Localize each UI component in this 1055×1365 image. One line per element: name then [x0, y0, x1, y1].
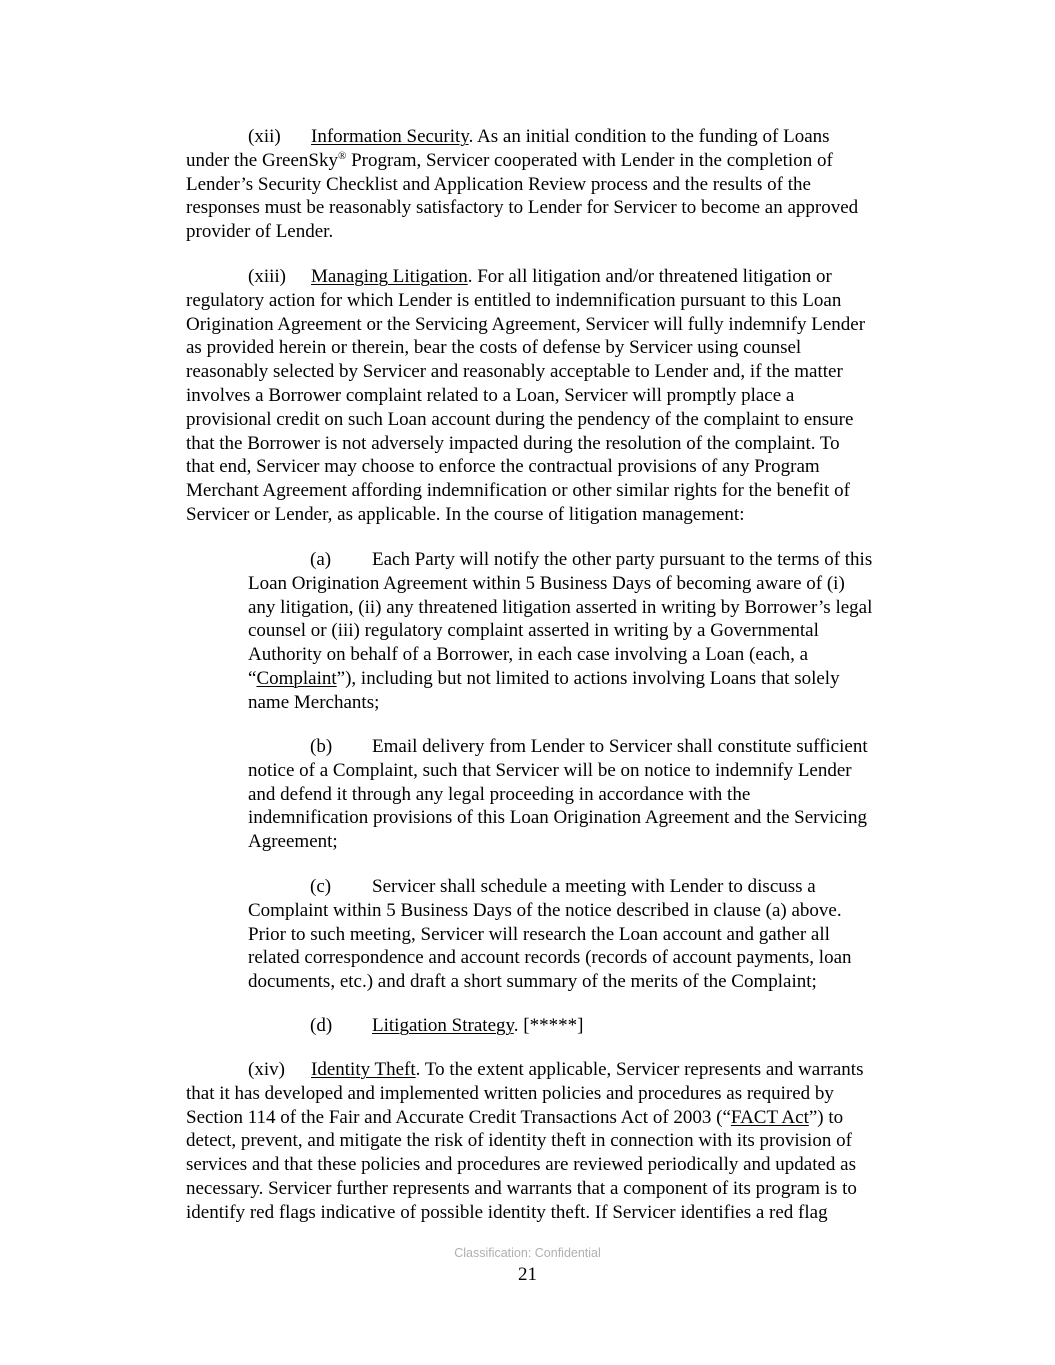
text-line: Program, Servicer cooperated with Lender in the completion of	[346, 149, 833, 171]
text-line: Servicer shall schedule a meeting with Lender to discuss a	[372, 876, 816, 897]
section-xii-information-security	[186, 125, 858, 244]
clause-b	[248, 735, 868, 854]
text-line: and defend it through any legal proceeding in accordance with the	[248, 783, 751, 805]
text-line: documents, etc.) and draft a short summary of the merits of the Complaint;	[248, 971, 817, 993]
clause-d	[248, 1014, 583, 1038]
clause-a	[248, 548, 872, 715]
text-line: provisional credit on such Loan account during the pendency of the complaint to ensure	[186, 408, 854, 430]
text-line: ”), including but not limited to actions involving Loans that solely	[336, 667, 840, 689]
section-number: (xiv)	[248, 1059, 285, 1080]
clause-number: (b)	[310, 736, 333, 757]
text-line: Email delivery from Lender to Servicer shall constitute sufficient	[372, 736, 868, 757]
text-line: provider of Lender.	[186, 221, 334, 243]
text-line: as provided herein or therein, bear the costs of defense by Servicer using counsel	[186, 337, 802, 359]
text-line: regulatory action for which Lender is entitled to indemnification pursuant to this Loan	[186, 289, 842, 311]
text-line: reasonably selected by Servicer and reasonably acceptable to Lender and, if the matter	[186, 361, 843, 383]
clause-number: (a)	[310, 549, 332, 570]
text-line: Loan Origination Agreement within 5 Business Days of becoming aware of (i)	[248, 572, 845, 594]
text-line: under the GreenSky	[186, 149, 338, 171]
text-line: necessary. Servicer further represents and warrants that a component of its program is to	[186, 1177, 857, 1199]
registered-mark: ®	[337, 149, 347, 162]
section-number: (xiii)	[248, 266, 286, 287]
text-line: . For all litigation and/or threatened litigation or	[467, 266, 832, 287]
defined-term: Complaint	[256, 667, 337, 689]
text-line: Lender’s Security Checklist and Application Review process and the results of the	[186, 173, 811, 195]
text-line: involves a Borrower complaint related to a Loan, Servicer will promptly place a	[186, 384, 795, 406]
text-line: that end, Servicer may choose to enforce the contractual provisions of any Program	[186, 456, 820, 478]
clause-c	[248, 875, 852, 994]
text-line: any litigation, (ii) any threatened litigation asserted in writing by Borrower’s legal	[248, 596, 873, 618]
clause-heading: Litigation Strategy	[372, 1015, 514, 1036]
text-line: Section 114 of the Fair and Accurate Credit Transactions Act of 2003 (“	[186, 1106, 731, 1128]
text-line: name Merchants;	[248, 691, 380, 713]
text-line: counsel or (iii) regulatory complaint asserted in writing by a Governmental	[248, 620, 819, 642]
section-xiii-managing-litigation	[186, 265, 865, 527]
text-line: services and that these policies and procedures are reviewed periodically and updated as	[186, 1154, 857, 1176]
text-line: Merchant Agreement affording indemnification or other similar rights for the benefit of	[186, 480, 850, 502]
text-line: Each Party will notify the other party pursuant to the terms of this	[372, 549, 873, 570]
text-line: identify red flags indicative of possible identity theft. If Servicer identifies a red flag	[186, 1201, 828, 1223]
clause-number: (c)	[310, 876, 332, 897]
text-line: Origination Agreement or the Servicing Agreement, Servicer will fully indemnify Lender	[186, 313, 866, 335]
text-line: related correspondence and account records (records of account payments, loan	[248, 947, 852, 969]
text-line: Complaint within 5 Business Days of the notice described in clause (a) above.	[248, 899, 842, 921]
text-line: Servicer or Lender, as applicable. In the course of litigation management:	[186, 503, 745, 525]
text-line: Agreement;	[248, 831, 338, 853]
text-line: “	[248, 667, 257, 689]
page-number: 21	[518, 1264, 537, 1285]
classification-label: Classification: Confidential	[454, 1246, 601, 1260]
text-line: Authority on behalf of a Borrower, in each case involving a Loan (each, a	[248, 644, 809, 666]
text-line: that it has developed and implemented written policies and procedures as required by	[186, 1082, 834, 1104]
clause-number: (d)	[310, 1015, 333, 1036]
text-line: Prior to such meeting, Servicer will research the Loan account and gather all	[248, 923, 830, 945]
text-line: ”) to	[808, 1106, 844, 1128]
text-line: . [*****]	[513, 1015, 584, 1036]
text-line: . To the extent applicable, Servicer represents and warrants	[415, 1059, 864, 1080]
section-heading: Information Security	[311, 126, 469, 147]
text-line: indemnification provisions of this Loan Origination Agreement and the Servicing	[248, 807, 867, 829]
section-xiv-identity-theft	[186, 1058, 863, 1225]
text-line: that the Borrower is not adversely impacted during the resolution of the complaint. To	[186, 432, 840, 454]
defined-term: FACT Act	[730, 1106, 809, 1128]
text-line: responses must be reasonably satisfactory to Lender for Servicer to become an approved	[186, 197, 859, 219]
section-heading: Identity Theft	[311, 1059, 416, 1080]
section-heading: Managing Litigation	[311, 266, 468, 287]
text-line: notice of a Complaint, such that Servicer will be on notice to indemnify Lender	[248, 759, 852, 781]
section-number: (xii)	[248, 126, 281, 147]
text-line: detect, prevent, and mitigate the risk of identity theft in connection with its provision of	[186, 1130, 852, 1152]
text-line: . As an initial condition to the funding of Loans	[468, 126, 830, 147]
